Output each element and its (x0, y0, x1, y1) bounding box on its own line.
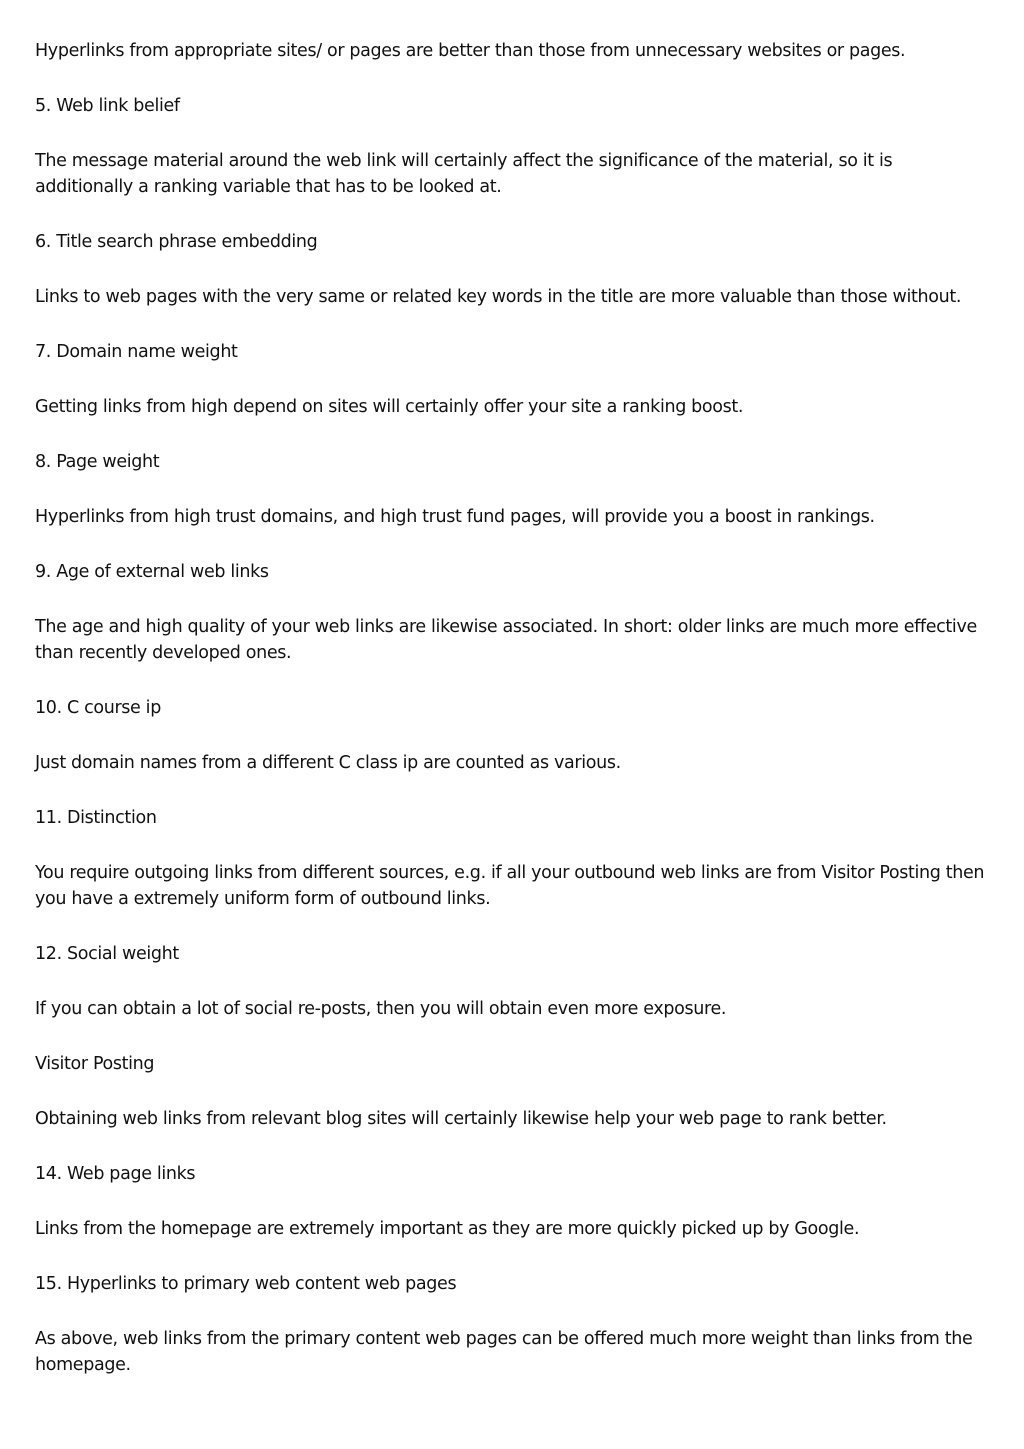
paragraph-domain-name-weight: Getting links from high depend on sites will certainly offer your site a ranking boost. (35, 397, 744, 417)
paragraph-social-weight: If you can obtain a lot of social re-posts, then you will obtain even more exposure. (35, 999, 727, 1019)
paragraph-age-of-links: The age and high quality of your web links are likewise associated. In short: older links are much more effective than recently developed ones. (35, 617, 977, 663)
heading-age-of-links: 9. Age of external web links (35, 562, 269, 582)
heading-primary-content-links: 15. Hyperlinks to primary web content web pages (35, 1274, 457, 1294)
paragraph-web-link-belief: The message material around the web link will certainly affect the significance of the material, so it is additionally a ranking variable that has to be looked at. (35, 151, 893, 197)
paragraph-c-course-ip: Just domain names from a different C class ip are counted as various. (35, 753, 621, 773)
paragraph-web-page-links: Links from the homepage are extremely important as they are more quickly picked up by Google. (35, 1219, 860, 1239)
paragraph-title-search-phrase: Links to web pages with the very same or related key words in the title are more valuable than those without. (35, 287, 962, 307)
document-body (35, 38, 995, 1407)
heading-web-page-links: 14. Web page links (35, 1164, 196, 1184)
paragraph-visitor-posting: Obtaining web links from relevant blog sites will certainly likewise help your web page to rank better. (35, 1109, 887, 1129)
paragraph-page-weight: Hyperlinks from high trust domains, and high trust fund pages, will provide you a boost in rankings. (35, 507, 875, 527)
heading-title-search-phrase: 6. Title search phrase embedding (35, 232, 318, 252)
paragraph-primary-content-links: As above, web links from the primary content web pages can be offered much more weight than links from the homepage. (35, 1329, 973, 1375)
heading-domain-name-weight: 7. Domain name weight (35, 342, 238, 362)
heading-visitor-posting: Visitor Posting (35, 1054, 155, 1074)
paragraph-intro: Hyperlinks from appropriate sites/ or pages are better than those from unnecessary websites or pages. (35, 41, 906, 61)
paragraph-distinction: You require outgoing links from different sources, e.g. if all your outbound web links are from Visitor Posting then you have a extremely uniform form of outbound links. (35, 863, 985, 909)
heading-web-link-belief: 5. Web link belief (35, 96, 180, 116)
heading-page-weight: 8. Page weight (35, 452, 160, 472)
heading-social-weight: 12. Social weight (35, 944, 179, 964)
heading-c-course-ip: 10. C course ip (35, 698, 161, 718)
heading-distinction: 11. Distinction (35, 808, 157, 828)
